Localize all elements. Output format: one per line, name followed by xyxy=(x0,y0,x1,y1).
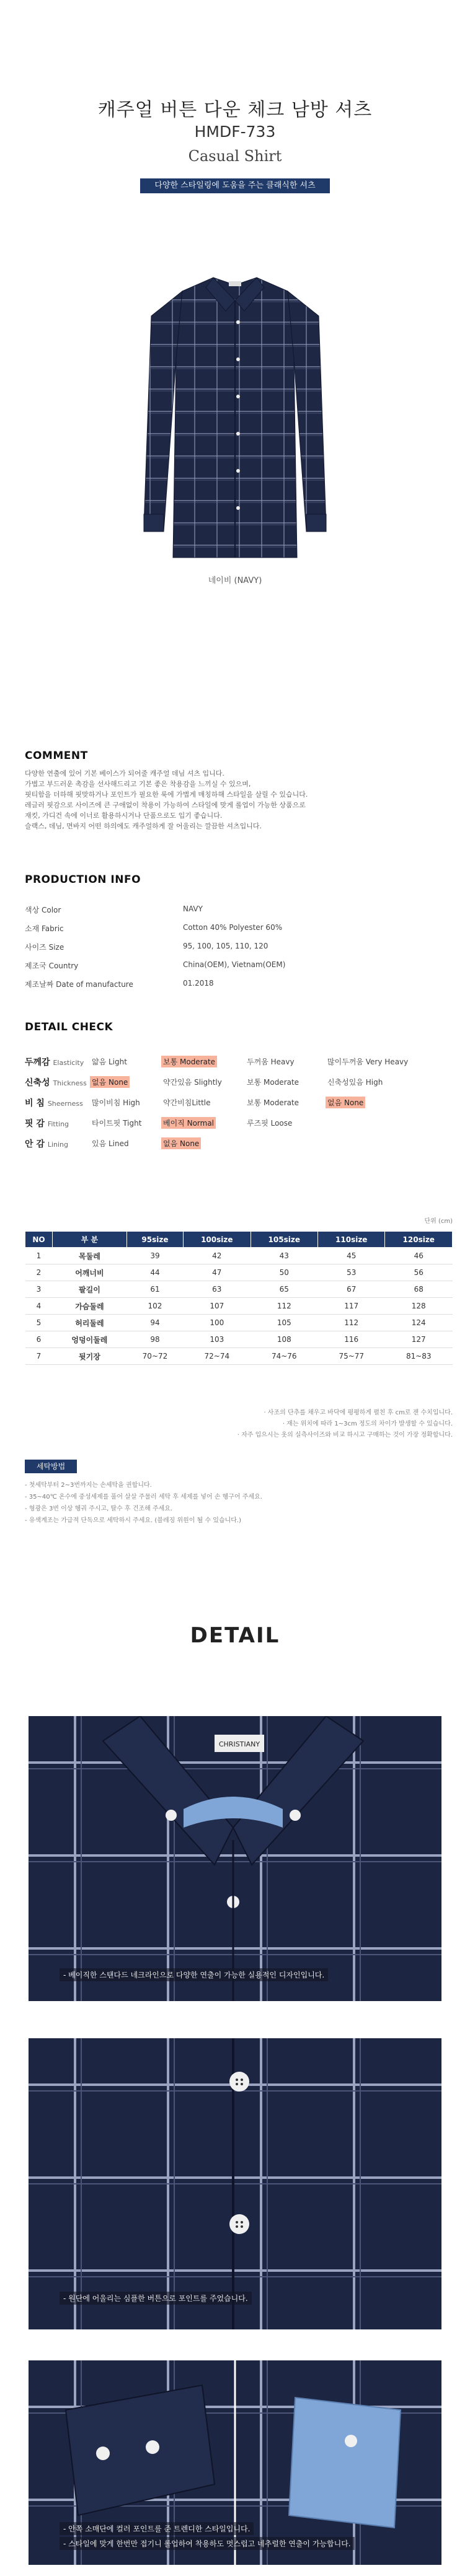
size-table-cell: 46 xyxy=(385,1248,453,1264)
size-table-cell: 50 xyxy=(251,1264,317,1281)
detail-check-option: 있음 Lined xyxy=(92,1139,129,1148)
table-row xyxy=(25,1264,453,1281)
detail-caption-4: - 스타일에 맞게 한번만 접기니 롤업하여 착용하도 멋스럽고 네추럴한 연출이 가능합니다. xyxy=(60,2537,355,2550)
size-table-cell: 74~76 xyxy=(251,1348,317,1365)
size-table-body xyxy=(25,1248,453,1365)
table-row xyxy=(25,1348,453,1365)
comment-line: 슬랙스, 데님, 면바지 어떤 하의에도 캐주얼하게 잘 어울리는 깔끔한 셔츠입니다. xyxy=(25,822,262,830)
comment-body xyxy=(25,768,446,831)
size-notes xyxy=(186,1408,453,1441)
size-table-cell: 팔길이 xyxy=(52,1281,126,1298)
detail-check-row xyxy=(25,1137,453,1156)
size-table-cell: 42 xyxy=(184,1248,251,1264)
detail-check-option: 신축성있음 High xyxy=(327,1078,383,1087)
info-key: 색상 Color xyxy=(25,906,61,914)
detail-check-option: 약간있음 Slightly xyxy=(163,1078,222,1087)
table-row xyxy=(25,1298,453,1315)
table-row xyxy=(25,1315,453,1331)
table-row xyxy=(25,1281,453,1298)
wash-title: 세탁방법 xyxy=(25,1460,77,1473)
size-table-cell: 어깨너비 xyxy=(52,1264,126,1281)
detail-check-label-en: Fitting xyxy=(47,1120,69,1128)
product-title: 캐주얼 버튼 다운 체크 남방 셔츠 xyxy=(97,99,373,121)
info-key: 제조날짜 Date of manufacture xyxy=(25,980,133,989)
size-table-cell: 43 xyxy=(251,1248,317,1264)
info-row-color xyxy=(25,905,446,922)
size-table-cell: 102 xyxy=(126,1298,183,1315)
product-subtitle: Casual Shirt xyxy=(188,147,282,165)
size-table-cell: 107 xyxy=(184,1298,251,1315)
detail-check-label: 두께감 xyxy=(25,1058,50,1067)
product-code: HMDF-733 xyxy=(194,123,276,141)
size-note: · 재는 위치에 따라 1~3cm 정도의 차이가 발생할 수 있습니다. xyxy=(282,1421,453,1427)
comment-line: 다양한 연출에 있어 기본 베이스가 되어줄 캐주얼 데님 셔츠 입니다. xyxy=(25,769,224,778)
detail-check-label-group xyxy=(25,1076,87,1089)
size-table-cell: 127 xyxy=(385,1331,453,1348)
detail-check-label-en: Elasticity xyxy=(53,1059,84,1067)
size-table-cell: 허리둘레 xyxy=(52,1315,126,1331)
info-row-size xyxy=(25,942,446,959)
detail-check-option: 보통 Moderate xyxy=(247,1078,299,1087)
info-row-date xyxy=(25,979,446,996)
size-table-cell: 45 xyxy=(318,1248,385,1264)
detail-check-label: 비 침 xyxy=(25,1098,45,1108)
size-table-header-cell: 105size xyxy=(251,1232,317,1248)
size-table-cell: 엉덩이둘레 xyxy=(52,1331,126,1348)
size-table-cell: 39 xyxy=(126,1248,183,1264)
size-table-cell: 47 xyxy=(184,1264,251,1281)
detail-check-row xyxy=(25,1076,453,1095)
detail-check-heading: DETAIL CHECK xyxy=(25,1021,113,1033)
size-table-cell: 4 xyxy=(25,1298,53,1315)
comment-line: 가볍고 부드러운 촉감을 선사해드리고 기본 좋은 착용감을 느끼실 수 있으며, xyxy=(25,780,251,788)
size-table-cell: 117 xyxy=(318,1298,385,1315)
detail-image-buttons xyxy=(29,2038,441,2329)
size-table-cell: 100 xyxy=(184,1315,251,1331)
size-table-cell: 68 xyxy=(385,1281,453,1298)
info-value: Cotton 40% Polyester 60% xyxy=(183,923,283,932)
info-key: 제조국 Country xyxy=(25,962,79,970)
size-table-cell: 81~83 xyxy=(385,1348,453,1365)
production-heading: PRODUCTION INFO xyxy=(25,874,141,886)
table-row xyxy=(25,1248,453,1264)
size-table-cell: 44 xyxy=(126,1264,183,1281)
detail-image-cuffs xyxy=(29,2360,441,2565)
size-table-cell: 94 xyxy=(126,1315,183,1331)
detail-image-collar xyxy=(29,1716,441,2001)
size-table-header-cell: 부 분 xyxy=(52,1232,126,1248)
detail-check-option: 없음 None xyxy=(90,1076,130,1088)
detail-check-option: 보통 Moderate xyxy=(247,1098,299,1107)
size-table-cell: 가슴둘레 xyxy=(52,1298,126,1315)
wash-body xyxy=(25,1479,453,1527)
table-row xyxy=(25,1331,453,1348)
info-key: 사이즈 Size xyxy=(25,943,64,952)
size-table-cell: 6 xyxy=(25,1331,53,1348)
detail-check-option: 얇음 Light xyxy=(92,1058,127,1066)
detail-check-option: 없음 None xyxy=(326,1097,365,1108)
brand-label-text: CHRISTIANY xyxy=(218,1740,260,1748)
unit-label: 단위 (cm) xyxy=(424,1218,453,1225)
size-table-cell: 65 xyxy=(251,1281,317,1298)
size-table-cell: 105 xyxy=(251,1315,317,1331)
detail-check-option: 루즈핏 Loose xyxy=(247,1119,293,1128)
comment-line: 재킷, 가디건 속에 이너로 활용하시거나 단품으로도 입기 좋습니다. xyxy=(25,812,223,820)
detail-check-option: 타이트핏 Tight xyxy=(92,1119,142,1128)
collar-photo xyxy=(29,1716,441,2001)
info-value: NAVY xyxy=(183,905,203,913)
tagline-badge: 다양한 스타일링에 도움을 주는 클래식한 셔츠 xyxy=(140,178,330,193)
detail-check-option: 많이비침 High xyxy=(92,1098,140,1107)
size-table-cell: 3 xyxy=(25,1281,53,1298)
detail-check-option: 많이두꺼움 Very Heavy xyxy=(327,1058,409,1066)
size-table-cell: 116 xyxy=(318,1331,385,1348)
size-table-cell: 67 xyxy=(318,1281,385,1298)
size-table-header xyxy=(25,1232,453,1248)
size-table-cell: 108 xyxy=(251,1331,317,1348)
detail-check-row xyxy=(25,1097,453,1115)
size-table-cell: 목둘레 xyxy=(52,1248,126,1264)
detail-caption-3: - 안쪽 소매단에 컬러 포인트를 준 트렌디한 스타일입니다. xyxy=(60,2522,254,2535)
size-table-cell: 7 xyxy=(25,1348,53,1365)
detail-check-label-en: Lining xyxy=(47,1141,68,1149)
size-table-header-cell: NO xyxy=(25,1232,53,1248)
detail-check-label-group xyxy=(25,1137,68,1150)
detail-check-row xyxy=(25,1056,453,1074)
detail-caption-2: - 원단에 어울리는 심플한 버튼으로 포인트를 주었습니다. xyxy=(60,2292,252,2305)
size-table-header-cell: 110size xyxy=(318,1232,385,1248)
product-photo xyxy=(139,266,331,564)
size-table-cell: 63 xyxy=(184,1281,251,1298)
detail-check-label-en: Sheerness xyxy=(47,1100,83,1108)
detail-check-option: 약간비침Little xyxy=(163,1098,211,1107)
size-table-cell: 103 xyxy=(184,1331,251,1348)
size-table-header-cell: 120size xyxy=(385,1232,453,1248)
size-table-cell: 5 xyxy=(25,1315,53,1331)
detail-check-label: 안 감 xyxy=(25,1139,45,1149)
info-row-country xyxy=(25,960,446,978)
size-table-cell: 124 xyxy=(385,1315,453,1331)
detail-check-option: 없음 None xyxy=(161,1137,201,1149)
size-table-cell: 98 xyxy=(126,1331,183,1348)
info-value: 95, 100, 105, 110, 120 xyxy=(183,942,268,950)
size-table-header-cell: 95size xyxy=(126,1232,183,1248)
size-table-cell: 1 xyxy=(25,1248,53,1264)
info-key: 소재 Fabric xyxy=(25,924,64,933)
wash-line: - 형광은 3번 이상 헹궈 주시고, 탈수 후 건조해 주세요. xyxy=(25,1505,173,1512)
detail-check-option: 베이직 Normal xyxy=(161,1117,216,1129)
size-table-cell: 128 xyxy=(385,1298,453,1315)
info-value: 01.2018 xyxy=(183,979,214,988)
size-table-cell: 56 xyxy=(385,1264,453,1281)
wash-line: - 35~40℃ 온수에 중성세제를 풀어 살살 주물러 세탁 후 세제를 넣어 손 헹구어 주세요. xyxy=(25,1494,262,1500)
detail-check-option: 보통 Moderate xyxy=(161,1056,217,1067)
comment-line: 레글러 핏감으로 사이즈에 큰 구애없이 착용이 가능하여 스타일에 맞게 롤업이 가능한 상품으로 xyxy=(25,801,306,809)
size-table-cell: 2 xyxy=(25,1264,53,1281)
color-caption: 네이비 (NAVY) xyxy=(208,576,262,585)
size-table-cell: 112 xyxy=(251,1298,317,1315)
size-table xyxy=(25,1231,453,1365)
detail-heading: DETAIL xyxy=(190,1623,280,1648)
info-row-fabric xyxy=(25,923,446,940)
detail-check-label: 신축성 xyxy=(25,1078,50,1088)
size-table-cell: 53 xyxy=(318,1264,385,1281)
detail-check-label-group xyxy=(25,1117,69,1129)
size-table-cell: 72~74 xyxy=(184,1348,251,1365)
detail-check-option: 두꺼움 Heavy xyxy=(247,1058,295,1066)
info-value: China(OEM), Vietnam(OEM) xyxy=(183,960,286,969)
size-table-cell: 70~72 xyxy=(126,1348,183,1365)
shirt-image xyxy=(139,266,331,564)
size-table-cell: 뒷기장 xyxy=(52,1348,126,1365)
detail-check-label-group xyxy=(25,1056,84,1068)
detail-check-row xyxy=(25,1117,453,1136)
detail-caption-1: - 베이직한 스탠다드 네크라인으로 다양한 연출이 가능한 실용적인 디자인입니다. xyxy=(60,1968,328,1981)
detail-check-label-en: Thickness xyxy=(53,1079,87,1087)
size-table-cell: 61 xyxy=(126,1281,183,1298)
comment-heading: COMMENT xyxy=(25,750,88,762)
wash-line: - 유색계조는 가급적 단독으로 세탁하시 주세요. (블레징 위원이 될 수 있습니다.) xyxy=(25,1517,242,1524)
size-table-cell: 75~77 xyxy=(318,1348,385,1365)
size-table-header-cell: 100size xyxy=(184,1232,251,1248)
detail-check-label-group xyxy=(25,1097,83,1109)
buttons-photo xyxy=(29,2038,441,2329)
wash-line: - 첫세탁부터 2~3번까지는 손세탁을 권합니다. xyxy=(25,1482,152,1489)
comment-line: 핏티함을 더하해 핏맞하거나 포인트가 필요한 룩에 가볍게 매칭하해 스타일을 살릴 수 있습니다. xyxy=(25,791,308,799)
size-table-cell: 112 xyxy=(318,1315,385,1331)
size-note: · 자주 입으시는 옷의 실측사이즈와 비교 하시고 구매하는 것이 가장 정확합니다. xyxy=(237,1432,453,1439)
size-note: · 사조의 단추를 채우고 바닥에 평평하게 펼친 후 cm로 잰 수치입니다. xyxy=(264,1409,453,1416)
detail-check-label: 핏 감 xyxy=(25,1119,45,1129)
